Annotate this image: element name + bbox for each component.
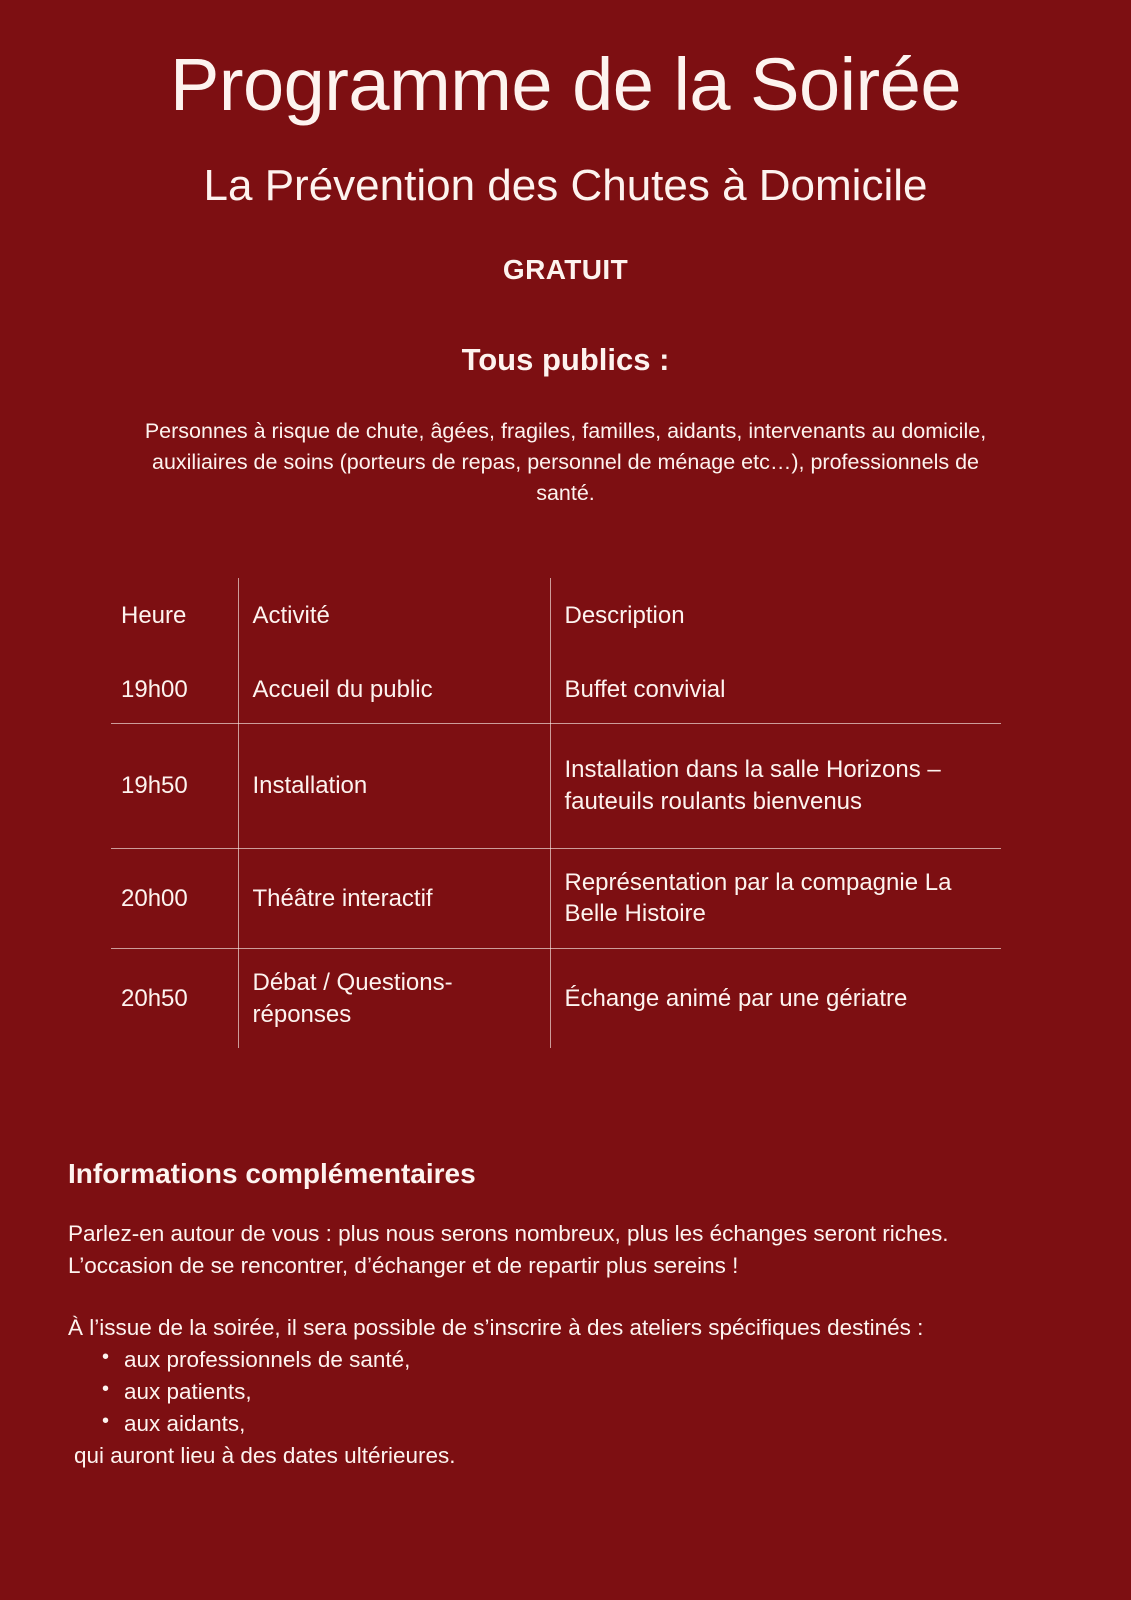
cell-time: 19h50 <box>111 724 238 848</box>
schedule-table-body <box>111 656 1001 1049</box>
table-row <box>111 656 1001 724</box>
cell-activity: Débat / Questions-réponses <box>238 949 550 1049</box>
information-paragraph-1: Parlez-en autour de vous : plus nous serons nombreux, plus les échanges seront riches. L’occasion de se rencontrer, d’échanger et de repartir plus sereins ! <box>68 1221 949 1278</box>
cell-activity: Théâtre interactif <box>238 848 550 948</box>
workshop-audience-list <box>68 1344 1028 1440</box>
page-title: Programme de la Soirée <box>169 43 962 126</box>
page-subtitle: La Prévention des Chutes à Domicile <box>203 161 928 210</box>
column-header-activite: Activité <box>238 578 550 656</box>
audience-description: Personnes à risque de chute, âgées, fragiles, familles, aidants, intervenants au domicile, auxiliaires de soins (porteurs de repas, personnel de ménage etc…), professionnels de santé. <box>144 419 987 506</box>
information-heading: Informations complémentaires <box>68 1158 476 1189</box>
cell-time: 20h00 <box>111 848 238 948</box>
additional-information-section <box>68 1158 1028 1472</box>
cell-description: Représentation par la compagnie La Belle Histoire <box>550 848 1001 948</box>
cell-description: Installation dans la salle Horizons – fauteuils roulants bienvenus <box>550 724 1001 848</box>
audience-heading: Tous publics : <box>461 342 670 377</box>
list-item: • aux aidants, <box>102 1408 1028 1440</box>
list-item: • aux patients, <box>102 1376 1028 1408</box>
table-header-row <box>111 578 1001 656</box>
cell-description: Buffet convivial <box>550 656 1001 724</box>
cell-time: 19h00 <box>111 656 238 724</box>
column-header-description: Description <box>564 602 685 629</box>
table-row <box>111 848 1001 948</box>
schedule-table-wrapper <box>111 578 1001 1048</box>
cell-time: 20h50 <box>111 949 238 1049</box>
schedule-table-head <box>111 578 1001 656</box>
cell-activity: Installation <box>238 724 550 848</box>
cell-activity: Accueil du public <box>238 656 550 724</box>
schedule-table <box>111 578 1001 1048</box>
list-item: • aux professionnels de santé, <box>102 1344 1028 1376</box>
column-header-heure: Heure <box>111 578 238 656</box>
information-paragraph-2: À l’issue de la soirée, il sera possible de s’inscrire à des ateliers spécifiques destinés : <box>68 1314 924 1340</box>
price-badge: GRATUIT <box>502 254 629 285</box>
table-row <box>111 949 1001 1049</box>
table-row <box>111 724 1001 848</box>
information-closing-line: qui auront lieu à des dates ultérieures. <box>74 1442 456 1468</box>
cell-description: Échange animé par une gériatre <box>564 984 908 1012</box>
